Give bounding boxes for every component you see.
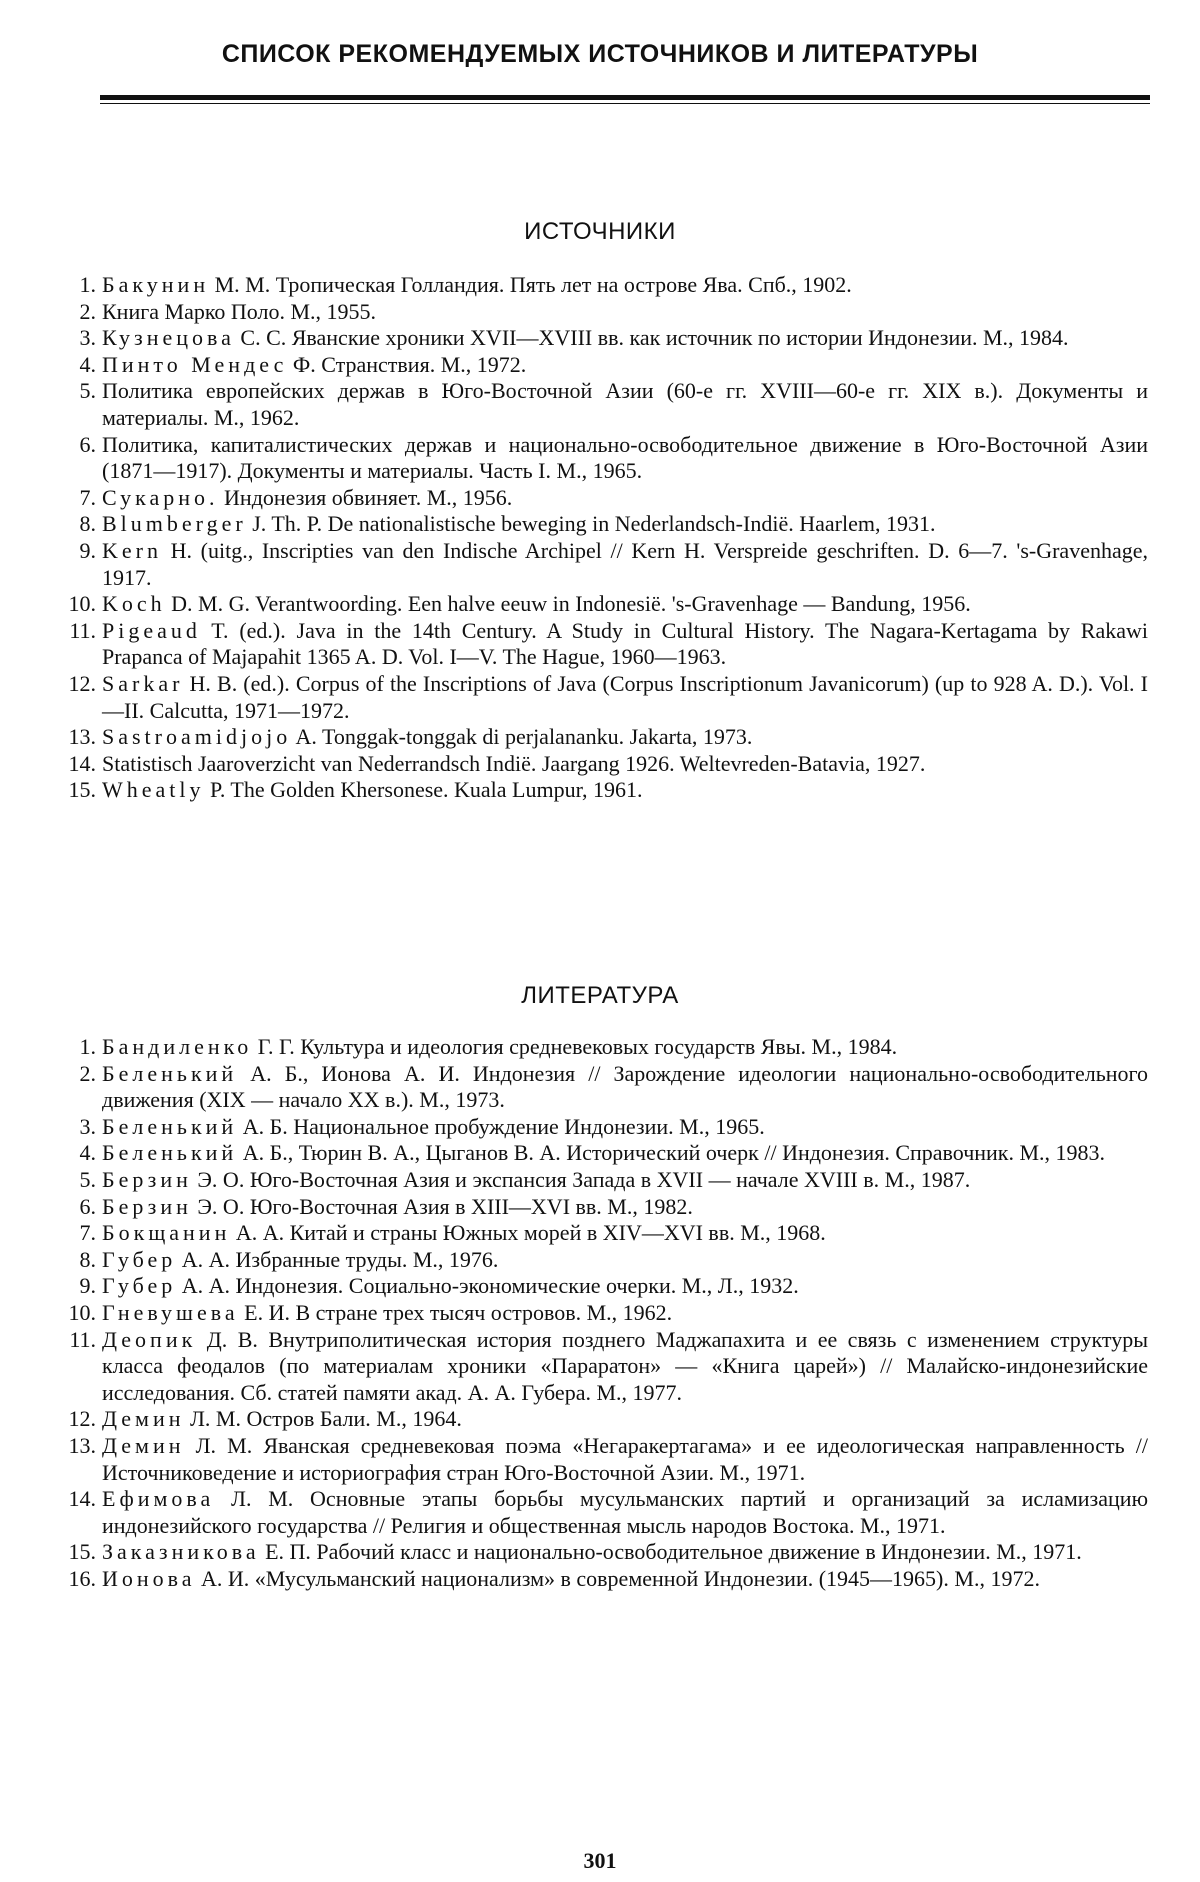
bibliography-entry bbox=[79, 1273, 1148, 1300]
bibliography-entry bbox=[68, 1299, 1148, 1327]
entry-text: T. (ed.). Java in the 14th Century. A Study in Cultural History. The Nagara-Kertagama by Rakawi Prapanca of Majapahit 1365 A. D. Vol. I—V. The Hague, 1960—1963. bbox=[102, 617, 1148, 670]
entry-author: Губер bbox=[102, 1246, 177, 1272]
entry-author: Кузнецова bbox=[102, 325, 235, 351]
entry-number: 12. bbox=[68, 670, 96, 696]
entry-number: 1. bbox=[79, 1034, 96, 1059]
entry-text: С. С. Яванские хроники XVII—XVIII вв. как источник по истории Индонезии. М., 1984. bbox=[234, 325, 1069, 351]
bibliography-entry bbox=[79, 1060, 1148, 1114]
entry-author: Гневушева bbox=[102, 1299, 239, 1325]
entry-number: 9. bbox=[79, 1273, 96, 1299]
entry-number: 13. bbox=[68, 724, 96, 750]
bibliography-entry bbox=[79, 1193, 1148, 1221]
entry-text: М. М. Тропическая Голландия. Пять лет на острове Ява. Спб., 1902. bbox=[209, 272, 852, 297]
page-number: 301 bbox=[583, 1848, 617, 1873]
header-rule-thick bbox=[100, 95, 1150, 100]
entry-text: Э. О. Юго-Восточная Азия в XIII—XVI вв. М., 1982. bbox=[191, 1193, 693, 1219]
bibliography-entry bbox=[79, 378, 1148, 431]
entry-text: A. Tonggak-tonggak di perjalananku. Jakarta, 1973. bbox=[291, 724, 753, 750]
entry-number: 14. bbox=[68, 750, 96, 776]
entry-number: 6. bbox=[79, 431, 96, 457]
section-title-literature: ЛИТЕРАТУРА bbox=[521, 982, 679, 1009]
entry-number: 5. bbox=[79, 1166, 96, 1192]
entry-author: Пинто Мендес bbox=[102, 351, 288, 377]
entry-author: Сукарно. bbox=[102, 484, 219, 510]
entry-author: Blumberger bbox=[102, 511, 247, 537]
entry-number: 2. bbox=[79, 1060, 96, 1086]
entry-text: Д. В. Внутриполитическая история позднего Маджапахита и ее связь с изменением структуры класса феодалов (по материалам хроники «Параратон» — «Книга царей») // Малайско-индонезийские исследования. Сб. статей памяти акад. А. А. Губера. М., 1977. bbox=[102, 1326, 1148, 1405]
entry-author: Бакунин bbox=[102, 272, 210, 297]
entry-author: Kern bbox=[102, 537, 162, 563]
entry-number: 8. bbox=[79, 511, 96, 537]
section-title-sources: ИСТОЧНИКИ bbox=[524, 218, 676, 245]
entry-text: А. Б., Тюрин В. А., Цыганов В. А. Исторический очерк // Индонезия. Справочник. М., 1983. bbox=[237, 1140, 1106, 1166]
entry-number: 15. bbox=[68, 777, 96, 803]
literature-list bbox=[68, 1034, 1148, 1592]
bibliography-entry bbox=[79, 1246, 1148, 1274]
entry-number: 3. bbox=[79, 1113, 96, 1139]
bibliography-entry bbox=[69, 617, 1148, 671]
entry-author: Wheatly bbox=[102, 777, 205, 803]
entry-author: Берзин bbox=[102, 1193, 192, 1219]
entry-author: Заказникова bbox=[102, 1539, 260, 1565]
running-head: СПИСОК РЕКОМЕНДУЕМЫХ ИСТОЧНИКОВ И ЛИТЕРАТУРЫ bbox=[221, 40, 979, 68]
entry-number: 8. bbox=[79, 1246, 96, 1272]
entry-text: Л. М. Остров Бали. М., 1964. bbox=[184, 1406, 462, 1432]
entry-text: А. И. «Мусульманский национализм» в современной Индонезии. (1945—1965). М., 1972. bbox=[195, 1565, 1040, 1591]
entry-text: А. Б., Ионова А. И. Индонезия // Зарождение идеологии национально-освободительного движения (XIX — начало XX в.). М., 1973. bbox=[102, 1060, 1148, 1113]
entry-author: Беленький bbox=[102, 1140, 238, 1166]
entry-number: 16. bbox=[68, 1565, 96, 1591]
bibliography-entry bbox=[68, 1432, 1148, 1486]
entry-number: 6. bbox=[79, 1193, 96, 1219]
entry-number: 10. bbox=[68, 591, 96, 617]
entry-number: 5. bbox=[79, 378, 96, 404]
entry-number: 7. bbox=[79, 1220, 96, 1246]
bibliography-entry bbox=[79, 1166, 1148, 1194]
bibliography-entry bbox=[68, 724, 1148, 751]
entry-number: 1. bbox=[79, 272, 96, 297]
entry-author: Демин bbox=[102, 1406, 185, 1432]
entry-text: А. А. Индонезия. Социально-экономические очерки. М., Л., 1932. bbox=[176, 1273, 799, 1299]
entry-author: Pigeaud bbox=[102, 617, 201, 643]
header-rule-thin bbox=[100, 103, 1150, 104]
entry-number: 4. bbox=[79, 351, 96, 377]
entry-text: Г. Г. Культура и идеология средневековых государств Явы. М., 1984. bbox=[252, 1034, 898, 1059]
entry-text: Ф. Странствия. М., 1972. bbox=[287, 351, 527, 377]
bibliography-entry bbox=[79, 1034, 1148, 1061]
entry-text: H. (uitg., Inscripties van den Indische Archipel // Kern H. Verspreide geschriften. D. 6—7. 's-Gravenhage, 1917. bbox=[102, 537, 1148, 590]
entry-author: Губер bbox=[102, 1273, 177, 1299]
entry-text: Политика, капиталистических держав и национально-освободительное движение в Юго-Восточной Азии (1871—1917). Документы и материалы. Часть I. М., 1965. bbox=[102, 431, 1148, 484]
entry-text: А. Б. Национальное пробуждение Индонезии. М., 1965. bbox=[237, 1113, 765, 1139]
entry-text: Statistisch Jaaroverzicht van Nederrandsch Indië. Jaargang 1926. Weltevreden-Batavia, 1927. bbox=[102, 750, 926, 776]
entry-text: J. Th. P. De nationalistische beweging in Nederlandsch-Indië. Haarlem, 1931. bbox=[246, 511, 936, 537]
entry-author: Беленький bbox=[102, 1113, 238, 1139]
entry-text: Л. М. Основные этапы борьбы мусульманских партий и организаций за исламизацию индонезийского государства // Религия и общественная мысль народов Востока. М., 1971. bbox=[102, 1486, 1148, 1538]
entry-text: Э. О. Юго-Восточная Азия и экспансия Запада в XVII — начале XVIII в. М., 1987. bbox=[191, 1166, 971, 1192]
bibliography-entry bbox=[69, 1326, 1148, 1407]
entry-text: А. А. Избранные труды. М., 1976. bbox=[176, 1246, 499, 1272]
entry-number: 9. bbox=[79, 537, 96, 563]
bibliography-entry bbox=[79, 325, 1148, 352]
entry-number: 2. bbox=[79, 298, 96, 324]
entry-author: Бокщанин bbox=[102, 1220, 231, 1246]
entry-number: 10. bbox=[68, 1299, 96, 1325]
bibliography-entry bbox=[79, 298, 1148, 326]
entry-text: Политика европейских держав в Юго-Восточной Азии (60-е гг. XVIII—60-е гг. XIX в.). Документы и материалы. М., 1962. bbox=[102, 378, 1148, 430]
entry-author: Sastroamidjojo bbox=[102, 724, 292, 750]
entry-text: P. The Golden Khersonese. Kuala Lumpur, 1961. bbox=[204, 777, 643, 803]
bibliography-entry bbox=[68, 591, 1148, 618]
bibliography-entry bbox=[79, 1113, 1148, 1141]
entry-number: 11. bbox=[69, 1326, 96, 1352]
entry-number: 3. bbox=[79, 325, 96, 351]
entry-number: 14. bbox=[68, 1486, 96, 1512]
entry-author: Ефимова bbox=[102, 1486, 215, 1512]
entry-text: Е. И. В стране трех тысяч островов. М., 1962. bbox=[238, 1299, 673, 1325]
entry-author: Деопик bbox=[102, 1326, 197, 1352]
entry-text: D. M. G. Verantwoording. Een halve eeuw in Indonesië. 's-Gravenhage — Bandung, 1956. bbox=[165, 591, 971, 617]
entry-author: Sarkar bbox=[102, 670, 184, 696]
entry-author: Ионова bbox=[102, 1565, 196, 1591]
bibliography-entry bbox=[68, 750, 1148, 778]
bibliography-entry bbox=[79, 351, 1148, 379]
entry-number: 13. bbox=[68, 1432, 96, 1458]
bibliography-entry bbox=[68, 670, 1148, 724]
bibliography-entry bbox=[68, 1406, 1148, 1433]
sources-list bbox=[68, 272, 1148, 804]
bibliography-entry bbox=[79, 484, 1148, 512]
entry-text: Индонезия обвиняет. М., 1956. bbox=[218, 484, 513, 510]
entry-text: Книга Марко Поло. М., 1955. bbox=[102, 298, 377, 324]
entry-number: 11. bbox=[69, 617, 96, 643]
bibliography-entry bbox=[79, 431, 1148, 485]
entry-text: H. B. (ed.). Corpus of the Inscriptions of Java (Corpus Inscriptionum Javanicorum) (up to 928 A. D.). Vol. I—II. Calcutta, 1971—1972. bbox=[102, 670, 1148, 723]
bibliography-entry bbox=[68, 1486, 1148, 1539]
bibliography-entry bbox=[79, 511, 1148, 538]
bibliography-entry bbox=[79, 1140, 1148, 1167]
entry-author: Бандиленко bbox=[102, 1034, 253, 1059]
bibliography-entry bbox=[68, 1565, 1148, 1593]
entry-number: 7. bbox=[79, 484, 96, 510]
bibliography-entry bbox=[79, 537, 1148, 591]
entry-author: Беленький bbox=[102, 1060, 238, 1086]
entry-author: Koch bbox=[102, 591, 166, 617]
entry-number: 4. bbox=[79, 1140, 96, 1166]
entry-number: 12. bbox=[68, 1406, 96, 1432]
bibliography-entry bbox=[68, 777, 1148, 804]
bibliography-entry bbox=[68, 1539, 1148, 1566]
entry-text: А. А. Китай и страны Южных морей в XIV—XVI вв. М., 1968. bbox=[230, 1220, 826, 1246]
bibliography-entry bbox=[79, 1220, 1148, 1247]
bibliography-entry bbox=[79, 272, 1148, 299]
entry-author: Берзин bbox=[102, 1166, 192, 1192]
entry-text: Л. М. Яванская средневековая поэма «Негаракертагама» и ее идеологическая направленность // Источниковедение и историография стран Юго-Восточной Азии. М., 1971. bbox=[102, 1432, 1148, 1485]
entry-number: 15. bbox=[68, 1539, 96, 1565]
entry-text: Е. П. Рабочий класс и национально-освободительное движение в Индонезии. М., 1971. bbox=[259, 1539, 1082, 1565]
entry-author: Демин bbox=[102, 1432, 185, 1458]
